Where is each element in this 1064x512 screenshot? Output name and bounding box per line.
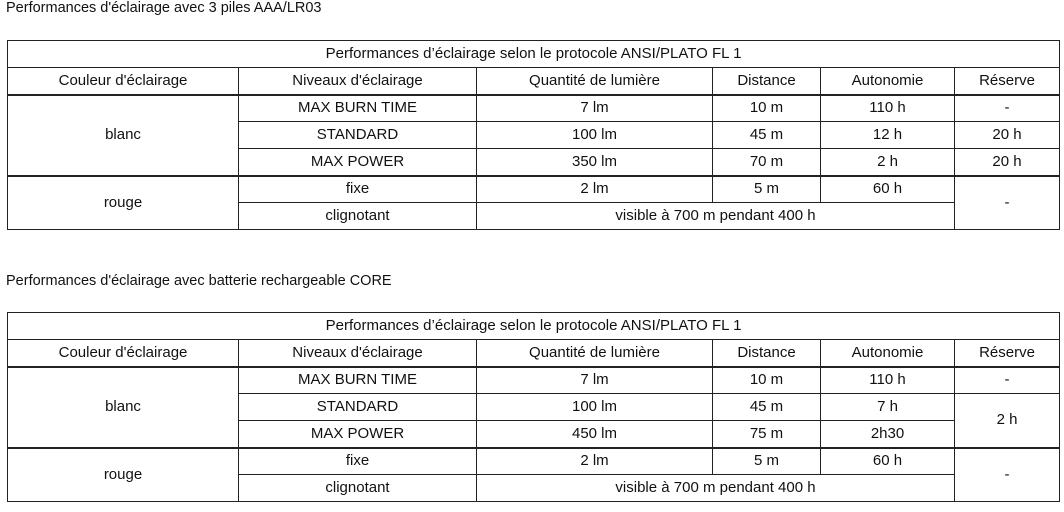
color-cell-rouge: rouge	[8, 176, 239, 230]
table-title: Performances d’éclairage selon le protocole ANSI/PLATO FL 1	[8, 41, 1060, 68]
reserve-cell: -	[955, 95, 1060, 122]
reserve-cell: 20 h	[955, 149, 1060, 176]
col-header-light: Quantité de lumière	[477, 68, 713, 95]
light-cell: 450 lm	[477, 421, 713, 448]
header-row	[8, 68, 1060, 95]
light-cell: 100 lm	[477, 394, 713, 421]
reserve-cell: -	[955, 176, 1060, 230]
distance-cell: 5 m	[713, 176, 821, 203]
color-cell-blanc: blanc	[8, 95, 239, 176]
col-header-autonomy: Autonomie	[821, 68, 955, 95]
color-cell-blanc: blanc	[8, 367, 239, 448]
light-cell: 7 lm	[477, 367, 713, 394]
table-row	[8, 448, 1060, 475]
autonomy-cell: 110 h	[821, 367, 955, 394]
reserve-cell: 2 h	[955, 394, 1060, 448]
blink-note-cell: visible à 700 m pendant 400 h	[477, 475, 955, 502]
performance-table-batteries	[7, 40, 1060, 230]
distance-cell: 10 m	[713, 95, 821, 122]
level-cell: MAX POWER	[239, 149, 477, 176]
level-cell: fixe	[239, 176, 477, 203]
level-cell: STANDARD	[239, 394, 477, 421]
table-row	[8, 367, 1060, 394]
autonomy-cell: 60 h	[821, 448, 955, 475]
col-header-distance: Distance	[713, 68, 821, 95]
table-title: Performances d’éclairage selon le protocole ANSI/PLATO FL 1	[8, 313, 1060, 340]
table-row	[8, 95, 1060, 122]
level-cell: STANDARD	[239, 122, 477, 149]
light-cell: 7 lm	[477, 95, 713, 122]
autonomy-cell: 12 h	[821, 122, 955, 149]
level-cell: MAX POWER	[239, 421, 477, 448]
distance-cell: 45 m	[713, 122, 821, 149]
color-cell-rouge: rouge	[8, 448, 239, 502]
col-header-reserve: Réserve	[955, 68, 1060, 95]
table-caption: Performances d'éclairage avec 3 piles AAA/LR03	[6, 0, 322, 16]
level-cell: MAX BURN TIME	[239, 95, 477, 122]
distance-cell: 70 m	[713, 149, 821, 176]
autonomy-cell: 60 h	[821, 176, 955, 203]
performance-table-core	[7, 312, 1060, 502]
autonomy-cell: 2h30	[821, 421, 955, 448]
reserve-cell: 20 h	[955, 122, 1060, 149]
reserve-cell: -	[955, 367, 1060, 394]
reserve-cell: -	[955, 448, 1060, 502]
col-header-color: Couleur d'éclairage	[8, 68, 239, 95]
level-cell: clignotant	[239, 475, 477, 502]
light-cell: 100 lm	[477, 122, 713, 149]
col-header-reserve: Réserve	[955, 340, 1060, 367]
level-cell: clignotant	[239, 203, 477, 230]
autonomy-cell: 7 h	[821, 394, 955, 421]
table-row	[8, 176, 1060, 203]
blink-note-cell: visible à 700 m pendant 400 h	[477, 203, 955, 230]
col-header-color: Couleur d'éclairage	[8, 340, 239, 367]
distance-cell: 45 m	[713, 394, 821, 421]
distance-cell: 75 m	[713, 421, 821, 448]
level-cell: MAX BURN TIME	[239, 367, 477, 394]
header-row	[8, 340, 1060, 367]
distance-cell: 5 m	[713, 448, 821, 475]
level-cell: fixe	[239, 448, 477, 475]
light-cell: 350 lm	[477, 149, 713, 176]
autonomy-cell: 2 h	[821, 149, 955, 176]
table-caption: Performances d'éclairage avec batterie rechargeable CORE	[6, 273, 392, 289]
light-cell: 2 lm	[477, 176, 713, 203]
light-cell: 2 lm	[477, 448, 713, 475]
col-header-level: Niveaux d'éclairage	[239, 340, 477, 367]
autonomy-cell: 110 h	[821, 95, 955, 122]
col-header-light: Quantité de lumière	[477, 340, 713, 367]
col-header-autonomy: Autonomie	[821, 340, 955, 367]
col-header-level: Niveaux d'éclairage	[239, 68, 477, 95]
col-header-distance: Distance	[713, 340, 821, 367]
distance-cell: 10 m	[713, 367, 821, 394]
